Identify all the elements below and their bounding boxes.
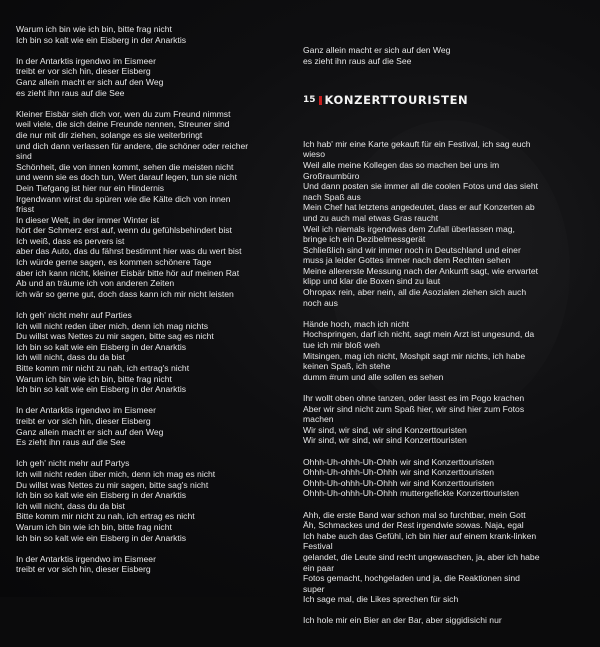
lyric-line: Schönheit, die von innen kommt, sehen die meisten nicht <box>16 161 234 172</box>
track-title: KONZERTTOURISTEN <box>324 93 469 108</box>
lyric-line: Weil ich niemals irgendwas dem Zufall überlassen mag, <box>303 223 515 234</box>
lyric-line: treibt er vor sich hin, dieser Eisberg <box>16 564 151 575</box>
lyric-line: die nur mit dir ziehen, solange es sie weiterbringt <box>16 129 203 140</box>
lyric-line: Ohhh-Uh-ohhh-Uh-Ohhh wir sind Konzerttouristen <box>303 477 495 488</box>
lyric-line: Ich würde gerne sagen, es kommen schönere Tage <box>16 257 212 268</box>
lyric-line: Ich geh' nicht mehr auf Partys <box>16 458 130 469</box>
lyric-line: In der Antarktis irgendwo im Eismeer <box>16 553 156 564</box>
lyric-line: Mitsingen, mag ich nicht, Moshpit sagt mir nichts, ich habe <box>303 350 526 361</box>
lyric-line: treibt er vor sich hin, dieser Eisberg <box>16 66 151 77</box>
stanza-gap <box>303 308 588 319</box>
lyric-line: Ihr wollt oben ohne tanzen, oder lasst es im Pogo krachen <box>303 393 525 403</box>
lyric-line: Es zieht ihn raus auf die See <box>16 437 126 448</box>
lyric-line: Und dann posten sie immer all die coolen Fotos und das sieht <box>303 181 539 192</box>
stanza-gap <box>16 448 286 459</box>
lyric-line: Ganz allein macht er sich auf den Weg <box>16 426 164 437</box>
lyrics-left-column <box>16 24 286 575</box>
lyric-line: weil viele, die sich deine Freunde nennen, Streuner sind <box>16 119 230 130</box>
lyrics-right-column <box>303 24 588 647</box>
lyric-line: und zu auch mal etwas Gras raucht <box>303 212 439 223</box>
lyric-line: Weil alle meine Kollegen das so machen bei uns im <box>303 159 500 170</box>
lyric-line: Ich bin so kalt wie ein Eisberg in der Anarktis <box>16 384 187 395</box>
lyric-line: Mein Chef hat letztens angedeutet, dass er auf Konzerten ab <box>303 202 535 213</box>
lyric-line: Schließlich sind wir immer noch in Deutschland und einer <box>303 244 521 255</box>
lyric-line: super <box>303 583 325 594</box>
lyric-line: Großraumbüro <box>303 170 360 181</box>
stanza-gap <box>16 45 286 56</box>
lyric-line: Festival <box>303 541 333 552</box>
track-header <box>303 93 588 109</box>
lyric-line: In der Antarktis irgendwo im Eismeer <box>16 55 156 66</box>
lyric-line: Hände hoch, mach ich nicht <box>303 318 410 329</box>
lyric-line: Warum ich bin wie ich bin, bitte frag nicht <box>16 521 172 532</box>
lyric-line: Ich habe auch das Gefühl, ich bin hier auf einem krank-linken <box>303 530 537 541</box>
lyric-line: dumm #rum und alle sollen es sehen <box>303 371 444 382</box>
lyric-line: Ich sage mal, die Likes sprechen für sich <box>303 594 459 605</box>
lyric-line: Ganz allein macht er sich auf den Weg <box>303 45 451 56</box>
lyric-line: es zieht ihn raus auf die See <box>303 55 412 66</box>
lyric-line: klipp und klar die Boxen sind zu laut <box>303 276 441 287</box>
lyric-line: frisst <box>16 204 35 215</box>
lyric-line: Ohhh-Uh-ohhh-Uh-Ohhh muttergefickte Konzerttouristen <box>303 488 519 499</box>
lyric-line: wieso <box>303 149 325 160</box>
lyric-line: Irgendwann wirst du spüren wie die Kälte dich von innen <box>16 193 231 204</box>
lyric-line: Ahh, die erste Band war schon mal so furchtbar, mein Gott <box>303 509 526 520</box>
lyric-line: ich wär so gerne gut, doch dass kann ich mir nicht leisten <box>16 288 234 299</box>
lyric-line: Ich will nicht, dass du da bist <box>16 352 125 363</box>
lyric-line: Ab und an träume ich von anderen Zeiten <box>16 278 175 289</box>
lyric-line: und wenn sie es doch tun, Wert darauf legen, tun sie nicht <box>16 172 238 183</box>
stanza-gap <box>16 395 286 406</box>
stanza-gap <box>16 543 286 554</box>
lyric-line: Kleiner Eisbär sieh dich vor, wen du zum Freund nimmst <box>16 108 231 119</box>
lyric-line: Ich hole mir ein Bier an der Bar, aber siggidisichi nur <box>303 615 502 626</box>
lyric-line: keinen Spaß, ich stehe <box>303 361 391 372</box>
lyric-line: In der Antarktis irgendwo im Eismeer <box>16 405 156 416</box>
lyric-line: Ohhh-Uh-ohhh-Uh-Ohhh wir sind Konzerttouristen <box>303 467 495 478</box>
track-separator-bar <box>319 96 322 105</box>
lyric-line: Ich bin so kalt wie ein Eisberg in der Anarktis <box>16 341 187 352</box>
lyric-line: sind <box>16 151 32 162</box>
stanza-gap <box>16 98 286 109</box>
lyric-line: Ich bin so kalt wie ein Eisberg in der Anarktis <box>16 34 187 45</box>
lyric-line: Du willst was Nettes zu mir sagen, bitte sag es nicht <box>16 331 214 342</box>
lyric-line: muss ja leider Gottes immer nach dem Rechten sehen <box>303 255 511 266</box>
lyric-line: nach Spaß aus <box>303 191 361 202</box>
lyric-line: Aber wir sind nicht zum Spaß hier, wir sind hier zum Fotos <box>303 403 525 414</box>
lyric-line: Ich bin so kalt wie ein Eisberg in der Anarktis <box>16 532 187 543</box>
stanza-gap <box>303 446 588 457</box>
lyric-line: Dein Tiefgang ist hier nur ein Hindernis <box>16 182 165 193</box>
lyric-line: tue ich mir bloß weh <box>303 340 380 351</box>
lyric-line: Ohhh-Uh-ohhh-Uh-Ohhh wir sind Konzerttouristen <box>303 456 495 467</box>
lyric-line: bringe ich ein Dezibelmessgerät <box>303 234 426 245</box>
lyric-line: Ich bin so kalt wie ein Eisberg in der Anarktis <box>16 490 187 501</box>
lyric-line: aber ich kann nicht, kleiner Eisbär bitte hör auf meinen Rat <box>16 267 240 278</box>
stanza-gap <box>303 499 588 510</box>
lyric-line: Ich will nicht, dass du da bist <box>16 500 125 511</box>
lyric-line: Bitte komm mir nicht zu nah, ich ertrag es nicht <box>16 511 195 522</box>
lyric-line: Ich weiß, dass es pervers ist <box>16 235 125 246</box>
lyric-line: Wir sind, wir sind, wir sind Konzerttouristen <box>303 435 467 446</box>
lyric-line: hört der Schmerz erst auf, wenn du gefühlsbehindert bist <box>16 225 232 236</box>
lyric-line: Ohropax rein, aber nein, all die Asozialen ziehen sich auch <box>303 287 527 298</box>
lyric-line: Du willst was Nettes zu mir sagen, bitte sag's nicht <box>16 479 209 490</box>
lyric-line: Fotos gemacht, hochgeladen und ja, die Reaktionen sind <box>303 573 520 584</box>
lyric-line: Ganz allein macht er sich auf den Weg <box>16 76 164 87</box>
lyric-line: es zieht ihn raus auf die See <box>16 87 125 98</box>
lyric-line: Ich geh' nicht mehr auf Parties <box>16 310 132 321</box>
lyric-line: Ich will nicht reden über mich, denn ich mag nichts <box>16 320 209 331</box>
lyric-line: ein paar <box>303 562 335 573</box>
lyric-line: Meine allererste Messung nach der Ankunft sagt, wie erwartet <box>303 265 539 276</box>
stanza-gap <box>303 605 588 616</box>
lyric-line: Äh, Schmackes und der Rest irgendwie sowas. Naja, egal <box>303 520 524 531</box>
lyric-line: Warum ich bin wie ich bin, bitte frag nicht <box>16 24 172 34</box>
lyric-line: In dieser Welt, in der immer Winter ist <box>16 214 160 225</box>
lyric-line: Ich hab' mir eine Karte gekauft für ein Festival, ich sag euch <box>303 138 531 149</box>
lyric-line: aber das Auto, das du fährst bestimmt hier was du wert bist <box>16 246 242 257</box>
lyric-line: und dich dann verlassen für andere, die schöner oder reicher <box>16 140 249 151</box>
lyric-line: Bitte komm mir nicht zu nah, ich ertrag's nicht <box>16 363 190 373</box>
lyric-line: Wir sind, wir sind, wir sind Konzerttouristen <box>303 424 467 435</box>
track-number: 15 <box>303 95 316 106</box>
lyric-line: Hochspringen, darf ich nicht, sagt mein Arzt ist ungesund, da <box>303 329 535 340</box>
stanza-gap <box>16 299 286 310</box>
stanza-gap <box>303 382 588 393</box>
previous-song-ending <box>303 45 588 66</box>
lyric-line: machen <box>303 414 334 425</box>
konzerttouristen-lyrics <box>303 139 588 626</box>
lyric-line: treibt er vor sich hin, dieser Eisberg <box>16 415 151 426</box>
lyric-line: noch aus <box>303 297 338 308</box>
lyric-line: Ich will nicht reden über mich, denn ich mag es nicht <box>16 468 216 479</box>
lyric-line: Warum ich bin wie ich bin, bitte frag nicht <box>16 373 172 384</box>
lyric-line: gelandet, die Leute sind recht ungewaschen, ja, aber ich habe <box>303 551 540 562</box>
